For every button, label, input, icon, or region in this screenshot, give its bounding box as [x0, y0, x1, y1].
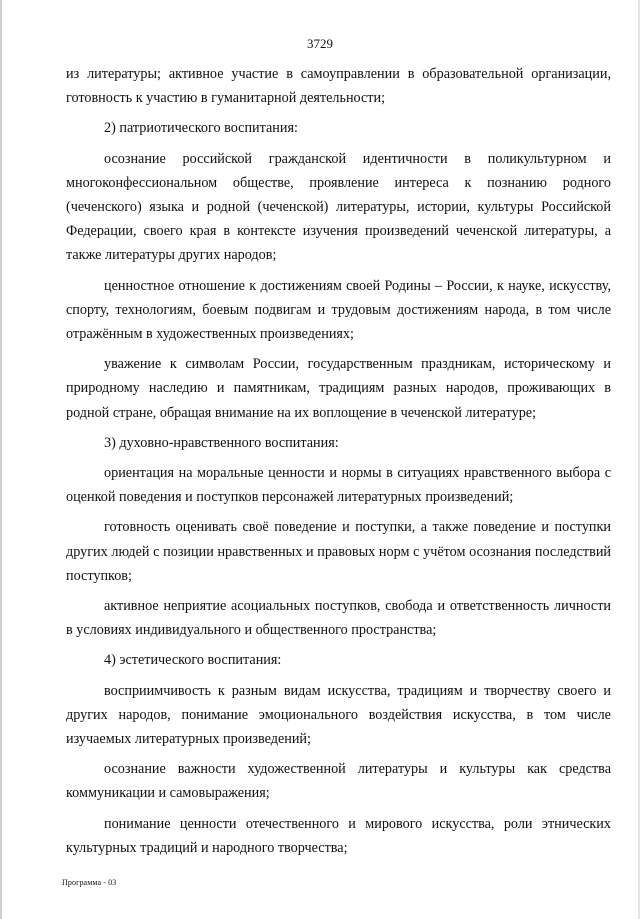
heading-aesthetic: 4) эстетического воспитания: [104, 652, 282, 669]
paragraph: осознание российской гражданской идентичности в поликультурном и многоконфессиональном обществе, проявление интереса к познанию родного (чеченского) языка и родной (чеченской) литературы, истории, культуры Российской Федерации, своего края в контексте изучения произведений чеченской литературы, а также литературы других народов; [66, 150, 611, 264]
footer-label: Программа - 03 [62, 878, 117, 887]
paragraph: осознание важности художественной литературы и культуры как средства коммуникации и самовыражения; [66, 761, 611, 802]
paragraph-continuation: из литературы; активное участие в самоуправлении в образовательной организации, готовность к участию в гуманитарной деятельности; [66, 66, 611, 107]
paragraph: готовность оценивать своё поведение и поступки, а также поведение и поступки других людей с позиции нравственных и правовых норм с учётом осознания последствий поступков; [66, 519, 611, 584]
heading-patriotic: 2) патриотического воспитания: [104, 120, 298, 137]
paragraph: понимание ценности отечественного и мирового искусства, роли этнических культурных традиций и народного творчества; [66, 815, 611, 856]
heading-spiritual-moral: 3) духовно-нравственного воспитания: [104, 434, 339, 451]
scan-edge-left [0, 0, 2, 919]
paragraph: восприимчивость к разным видам искусства, традициям и творчеству своего и других народов, понимание эмоционального воздействия искусства, в том числе изучаемых литературных произведений; [66, 682, 611, 748]
document-body [66, 62, 611, 860]
paragraph: уважение к символам России, государственным праздникам, историческому и природному наследию и памятникам, традициям разных народов, проживающих в родной стране, обращая внимание на их воплощение в чеченской литературе; [66, 356, 611, 421]
page-number: 3729 [307, 36, 333, 51]
paragraph: ценностное отношение к достижениям своей Родины – России, к науке, искусству, спорту, технологиям, боевым подвигам и трудовым достижениям народа, в том числе отражённым в художественных произведениях; [66, 277, 611, 343]
paragraph: активное неприятие асоциальных поступков, свобода и ответственность личности в условиях индивидуального и общественного пространства; [66, 598, 611, 639]
paragraph: ориентация на моральные ценности и нормы в ситуациях нравственного выбора с оценкой поведения и поступков персонажей литературных произведений; [66, 465, 611, 506]
